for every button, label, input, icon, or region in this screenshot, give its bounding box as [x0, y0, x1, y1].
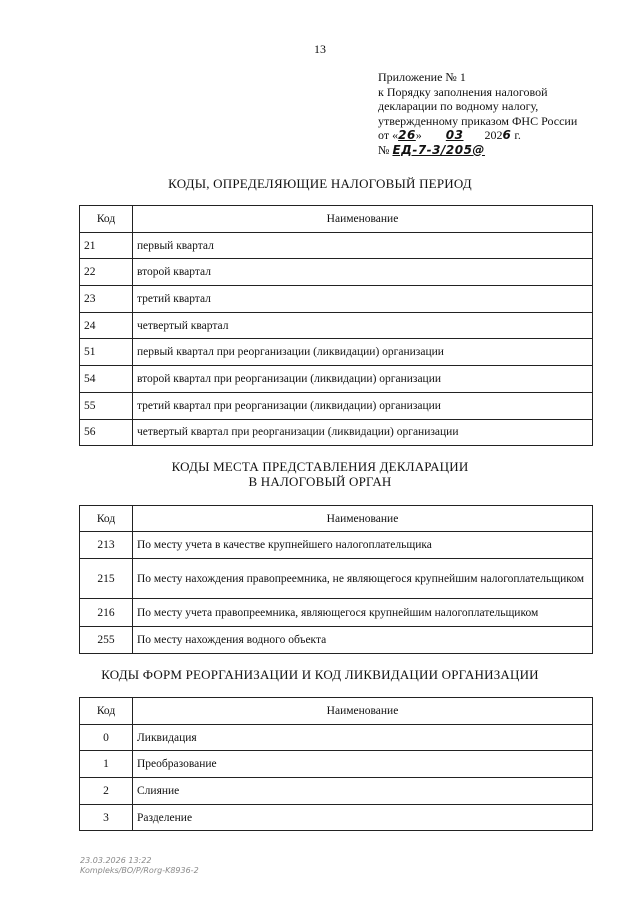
- table-row: [80, 419, 593, 446]
- date-mid: »: [415, 128, 422, 142]
- table-row: [80, 259, 593, 286]
- cell-name: второй квартал: [133, 259, 593, 286]
- cell-name: По месту учета в качестве крупнейшего налогоплательщика: [133, 532, 593, 559]
- footer-stamp: [80, 856, 199, 876]
- table-header-row: [80, 698, 593, 725]
- cell-name: По месту нахождения водного объекта: [133, 627, 593, 654]
- table-row: [80, 751, 593, 778]
- reorganization-codes-table: [79, 697, 593, 831]
- appendix-date-line: [378, 128, 618, 143]
- cell-code: 216: [80, 599, 133, 627]
- table-row: [80, 599, 593, 627]
- cell-code: 55: [80, 392, 133, 419]
- cell-name: Преобразование: [133, 751, 593, 778]
- cell-name: четвертый квартал: [133, 312, 593, 339]
- header-name: Наименование: [133, 206, 593, 233]
- header-code: Код: [80, 698, 133, 725]
- footer-stamp-line-1: 23.03.2026 13:22: [80, 856, 152, 865]
- appendix-line-1: Приложение № 1: [378, 70, 466, 84]
- table-row: [80, 804, 593, 831]
- appendix-line-3: декларации по водному налогу,: [378, 99, 539, 113]
- cell-code: 1: [80, 751, 133, 778]
- table-row: [80, 366, 593, 393]
- table-row: [80, 339, 593, 366]
- header-name: Наименование: [133, 506, 593, 532]
- footer-stamp-line-2: Kompleks/ВО/Р/Rorg-K8936-2: [80, 866, 199, 875]
- cell-name: второй квартал при реорганизации (ликвидации) организации: [133, 366, 593, 393]
- header-name: Наименование: [133, 698, 593, 725]
- table-row: [80, 778, 593, 805]
- handwritten-order-number: ЕД-7-3/205@: [392, 142, 485, 157]
- cell-name: По месту нахождения правопреемника, не являющегося крупнейшим налогоплательщиком: [133, 559, 593, 599]
- table-row: [80, 724, 593, 751]
- section3-title: КОДЫ ФОРМ РЕОРГАНИЗАЦИИ И КОД ЛИКВИДАЦИИ ОРГАНИЗАЦИИ: [101, 667, 539, 682]
- table-row: [80, 312, 593, 339]
- table-row: [80, 232, 593, 259]
- date-prefix: от «: [378, 128, 399, 142]
- section2-title-line-1: КОДЫ МЕСТА ПРЕДСТАВЛЕНИЯ ДЕКЛАРАЦИИ: [171, 459, 469, 474]
- handwritten-year-digit: 6: [502, 128, 512, 142]
- appendix-number-line: [378, 143, 618, 158]
- appendix-line-2: к Порядку заполнения налоговой: [378, 84, 548, 99]
- appendix-line-4: утвержденному приказом ФНС России: [378, 113, 578, 128]
- cell-name: третий квартал при реорганизации (ликвидации) организации: [133, 392, 593, 419]
- cell-name: Слияние: [133, 778, 593, 805]
- number-prefix: №: [378, 142, 390, 157]
- cell-code: 24: [80, 312, 133, 339]
- cell-code: 255: [80, 627, 133, 654]
- cell-name: первый квартал при реорганизации (ликвидации) организации: [133, 339, 593, 366]
- cell-code: 54: [80, 366, 133, 393]
- table-row: [80, 286, 593, 313]
- table-header-row: [80, 506, 593, 532]
- header-code: Код: [80, 506, 133, 532]
- table-row: [80, 627, 593, 654]
- cell-code: 3: [80, 804, 133, 831]
- header-code: Код: [80, 206, 133, 233]
- cell-name: По месту учета правопреемника, являющегося крупнейшим налогоплательщиком: [133, 599, 593, 627]
- cell-code: 215: [80, 559, 133, 599]
- cell-name: первый квартал: [133, 232, 593, 259]
- table-row: [80, 532, 593, 559]
- table-header-row: [80, 206, 593, 233]
- table-row: [80, 392, 593, 419]
- cell-code: 213: [80, 532, 133, 559]
- handwritten-month: 03: [445, 128, 464, 142]
- cell-name: Разделение: [133, 804, 593, 831]
- tax-period-codes-table: [79, 205, 593, 446]
- cell-code: 56: [80, 419, 133, 446]
- cell-code: 21: [80, 232, 133, 259]
- cell-name: третий квартал: [133, 286, 593, 313]
- handwritten-day: 26: [398, 128, 416, 142]
- submission-place-codes-table: [79, 505, 593, 654]
- date-suffix: г.: [511, 128, 521, 142]
- cell-code: 0: [80, 724, 133, 751]
- appendix-block: [378, 70, 618, 157]
- cell-code: 2: [80, 778, 133, 805]
- section2-title-line-2: В НАЛОГОВЫЙ ОРГАН: [248, 474, 392, 489]
- year-prefix: 202: [484, 128, 503, 142]
- page-number: 13: [314, 42, 326, 56]
- section2-title: [0, 459, 640, 489]
- table-row: [80, 559, 593, 599]
- cell-code: 22: [80, 259, 133, 286]
- cell-name: Ликвидация: [133, 724, 593, 751]
- cell-code: 51: [80, 339, 133, 366]
- cell-code: 23: [80, 286, 133, 313]
- cell-name: четвертый квартал при реорганизации (ликвидации) организации: [133, 419, 593, 446]
- section1-title: КОДЫ, ОПРЕДЕЛЯЮЩИЕ НАЛОГОВЫЙ ПЕРИОД: [168, 176, 472, 191]
